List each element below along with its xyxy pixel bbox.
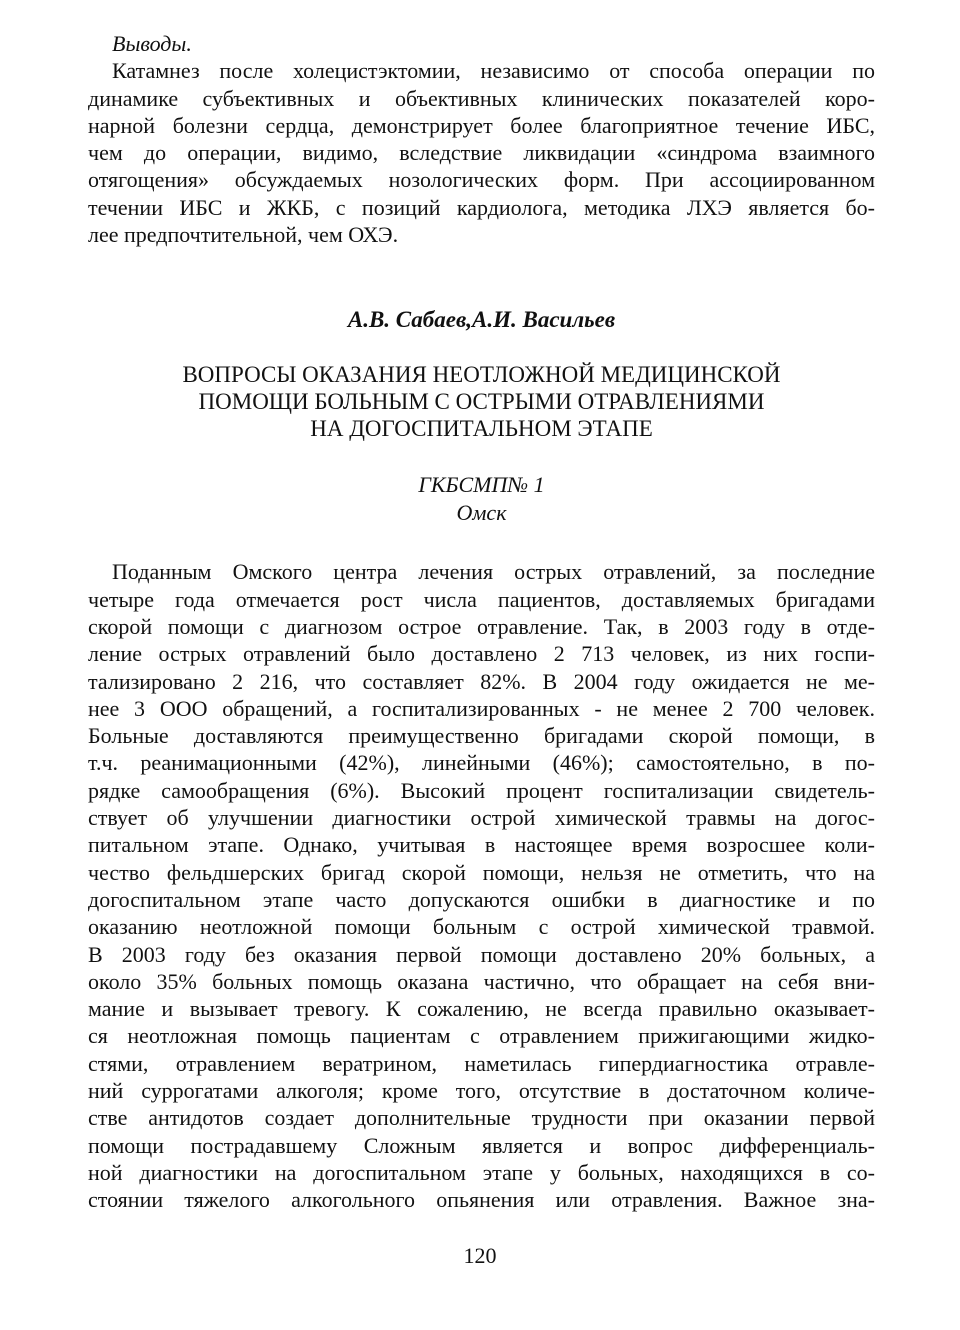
body-line: стве антидотов создает дополнительные трудности при оказании первой	[88, 1105, 875, 1131]
body-line: т.ч. реанимационными (42%), линейными (46%); самостоятельно, в по-	[88, 750, 875, 776]
body-line: ний суррогатами алкоголя; кроме того, отсутствие в достаточном количе-	[88, 1078, 875, 1104]
body-line: ление острых отравлений было доставлено 2 713 человек, из них госпи-	[88, 641, 875, 667]
article-title-line: ПОМОЩИ БОЛЬНЫМ С ОСТРЫМИ ОТРАВЛЕНИЯМИ	[198, 389, 765, 415]
article-authors: А.В. Сабаев,А.И. Васильев	[347, 307, 616, 333]
body-line: нее 3 ООО обращений, а госпитализированных - не менее 2 700 человек.	[88, 695, 875, 721]
body-line: оказанию неотложной помощи больным с острой химической травмой.	[88, 914, 875, 940]
body-line: четыре года отмечается рост числа пациентов, доставляемых бригадами	[88, 586, 875, 612]
body-line: тализировано 2 216, что составляет 82%. В 2004 году ожидается не ме-	[88, 668, 875, 694]
conclusions-heading: Выводы.	[112, 31, 192, 56]
body-line: догоспитальном этапе часто допускаются ошибки в диагностике и по	[88, 886, 875, 912]
body-line: ствует об улучшении диагностики острой химической травмы на догос-	[88, 805, 875, 831]
page-content	[88, 30, 875, 1214]
conclusions-line: нарной болезни сердца, демонстрирует более благоприятное течение ИБС,	[88, 112, 875, 138]
conclusions-line: лее предпочтительной, чем ОХЭ.	[88, 222, 399, 248]
article-body	[88, 558, 875, 1213]
body-line: чество фельдшерских бригад скорой помощи, нельзя не отметить, что на	[88, 859, 875, 885]
institution-name: ГКБСМП№ 1	[418, 472, 545, 498]
body-line: мание и вызывает тревогу. К сожалению, не всегда правильно оказывает-	[88, 996, 875, 1022]
body-line: питальном этапе. Однако, учитывая в настоящее время возросшее коли-	[88, 832, 875, 858]
conclusions-line: отягощения» обсуждаемых нозологических форм. При ассоциированном	[88, 167, 875, 193]
body-line: Поданным Омского центра лечения острых отравлений, за последние	[112, 559, 875, 585]
article-title-line: НА ДОГОСПИТАЛЬНОМ ЭТАПЕ	[310, 416, 653, 442]
body-line: помощи пострадавшему Сложным является и вопрос дифференциаль-	[88, 1132, 875, 1158]
body-line: около 35% больных помощь оказана частично, что обращает на себя вни-	[88, 968, 875, 994]
conclusions-line: динамике субъективных и объективных клинических показателей коро-	[88, 85, 875, 111]
body-line: В 2003 году без оказания первой помощи доставлено 20% больных, а	[88, 941, 875, 967]
conclusions-line: чем до операции, видимо, вследствие ликвидации «синдрома взаимного	[88, 140, 875, 166]
article-title-line: ВОПРОСЫ ОКАЗАНИЯ НЕОТЛОЖНОЙ МЕДИЦИНСКОЙ	[182, 362, 781, 388]
body-line: рядке самообращения (6%). Высокий процент госпитализации свидетель-	[88, 777, 875, 803]
page-number: 120	[463, 1243, 497, 1268]
conclusions-line: течении ИБС и ЖКБ, с позиций кардиолога, методика ЛХЭ является бо-	[88, 194, 875, 220]
body-line: Больные доставляются преимущественно бригадами скорой помощи, в	[88, 723, 875, 749]
body-line: стоянии тяжелого алкогольного опьянения или отравления. Важное зна-	[88, 1187, 875, 1213]
body-line: скорой помощи с диагнозом острое отравление. Так, в 2003 году в отде-	[88, 613, 875, 639]
conclusions-section	[88, 30, 875, 248]
body-line: ся неотложная помощь пациентам с отравлением прижигающими жидко-	[88, 1023, 875, 1049]
body-line: ной диагностики на догоспитальном этапе у больных, находящихся в со-	[88, 1159, 875, 1185]
body-line: стями, отравлением вератрином, наметилась гипердиагностика отравле-	[88, 1050, 875, 1076]
conclusions-line: Катамнез после холецистэктомии, независимо от способа операции по	[112, 58, 875, 84]
city-name: Омск	[456, 500, 507, 526]
article-title	[88, 361, 875, 442]
article-affiliation	[88, 471, 875, 527]
